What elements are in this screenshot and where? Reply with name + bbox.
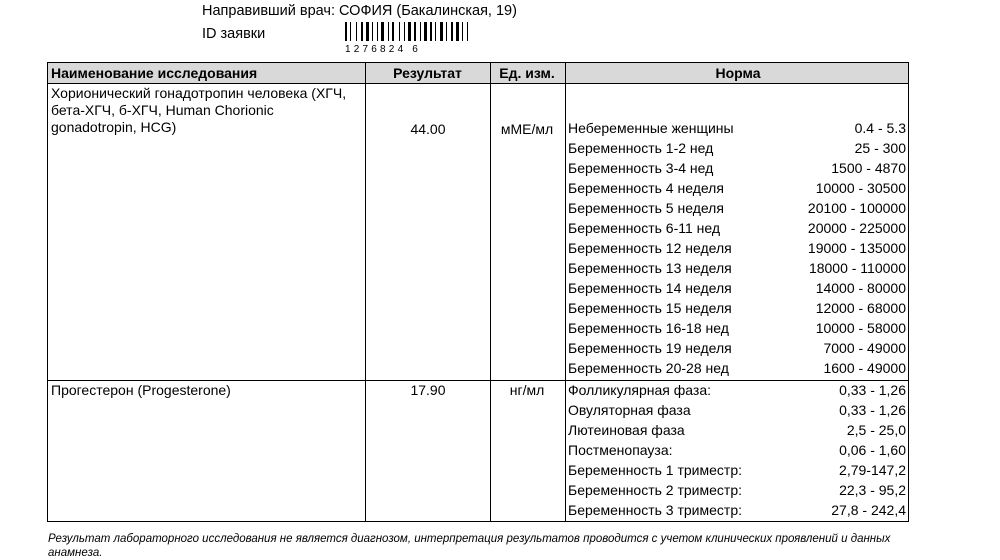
norm-value: 2,5 - 25,0 bbox=[846, 422, 906, 438]
norm-row bbox=[568, 380, 906, 400]
norm-value: 0,33 - 1,26 bbox=[839, 402, 906, 418]
norm-value: 22,3 - 95,2 bbox=[839, 482, 906, 498]
norm-value: 0,33 - 1,26 bbox=[839, 382, 906, 398]
norm-value: 18000 - 110000 bbox=[808, 260, 906, 276]
norm-value: 10000 - 30500 bbox=[815, 180, 906, 196]
norm-label: Беременность 4 неделя bbox=[568, 180, 724, 196]
norm-label: Беременность 1-2 нед bbox=[568, 140, 714, 156]
referring-doctor-line bbox=[202, 3, 517, 19]
norm-row bbox=[568, 278, 906, 298]
barcode-bar bbox=[456, 22, 459, 41]
norm-value: 0.4 - 5.3 bbox=[854, 120, 906, 136]
barcode-bar bbox=[430, 22, 432, 41]
norm-row bbox=[568, 178, 906, 198]
barcode-bar bbox=[356, 22, 357, 41]
norm-row bbox=[568, 338, 906, 358]
norm-row bbox=[568, 218, 906, 238]
norm-label: Беременность 2 триместр: bbox=[568, 482, 742, 498]
norm-row bbox=[568, 480, 906, 500]
column-header-unit: Ед. изм. bbox=[499, 65, 555, 81]
norm-label: Беременность 3 триместр: bbox=[568, 502, 742, 518]
norm-value: 1500 - 4870 bbox=[831, 160, 906, 176]
test-name-progesterone: Прогестерон (Progesterone) bbox=[51, 382, 231, 398]
norm-row bbox=[568, 138, 906, 158]
norm-label: Беременность 12 неделя bbox=[568, 240, 732, 256]
norm-value: 12000 - 68000 bbox=[815, 300, 906, 316]
norm-row bbox=[568, 318, 906, 338]
barcode-bar bbox=[435, 22, 436, 41]
norm-label: Беременность 6-11 нед bbox=[568, 220, 721, 236]
norm-row bbox=[568, 358, 906, 378]
norm-label: Овуляторная фаза bbox=[568, 402, 691, 418]
norm-value: 20000 - 225000 bbox=[807, 220, 906, 236]
norm-label: Беременность 15 неделя bbox=[568, 300, 732, 316]
barcode-bar bbox=[440, 22, 443, 41]
norm-row bbox=[568, 440, 906, 460]
barcode-bar bbox=[467, 22, 468, 41]
norm-label: Беременность 1 триместр: bbox=[568, 462, 742, 478]
norm-row bbox=[568, 500, 906, 520]
barcode-bar bbox=[350, 22, 351, 41]
request-id-line bbox=[202, 26, 265, 42]
norm-row bbox=[568, 400, 906, 420]
barcode-bar bbox=[388, 22, 389, 41]
norm-label: Лютеиновая фаза bbox=[568, 422, 685, 438]
column-divider bbox=[565, 63, 566, 521]
barcode-bar bbox=[399, 22, 400, 41]
norm-value: 20100 - 100000 bbox=[807, 200, 906, 216]
norm-row bbox=[568, 420, 906, 440]
norm-row bbox=[568, 238, 906, 258]
norm-row bbox=[568, 258, 906, 278]
norm-label: Беременность 19 неделя bbox=[568, 340, 732, 356]
request-barcode bbox=[345, 22, 505, 54]
norm-row bbox=[568, 198, 906, 218]
barcode-bar bbox=[404, 22, 405, 41]
norm-value: 19000 - 135000 bbox=[807, 240, 906, 256]
referring-doctor-value: СОФИЯ (Бакалинская, 19) bbox=[339, 3, 517, 19]
norm-label: Беременность 3-4 нед bbox=[568, 160, 714, 176]
barcode-digits: 1276824 6 bbox=[345, 44, 422, 54]
barcode-bar bbox=[462, 22, 463, 41]
norm-label: Фолликулярная фаза: bbox=[568, 382, 712, 398]
column-header-norm: Норма bbox=[715, 65, 761, 81]
barcode-bar bbox=[424, 22, 427, 41]
column-divider bbox=[490, 63, 491, 521]
norm-value: 7000 - 49000 bbox=[823, 340, 906, 356]
norm-row bbox=[568, 118, 906, 138]
norm-value: 27,8 - 242,4 bbox=[831, 502, 906, 518]
norm-value: 2,79-147,2 bbox=[839, 462, 906, 478]
norm-label: Беременность 13 неделя bbox=[568, 260, 732, 276]
barcode-bar bbox=[414, 22, 416, 41]
request-id-label: ID заявки bbox=[202, 26, 266, 42]
barcode-bar bbox=[377, 22, 378, 41]
barcode-bar bbox=[381, 22, 384, 41]
barcode-bar bbox=[392, 22, 394, 41]
referring-doctor-label: Направивший врач: bbox=[202, 3, 335, 19]
test-name-hcg: Хорионический гонадотропин человека (ХГЧ, бета-ХГЧ, б-ХГЧ, Human Chorionic gonadotropin, HCG) bbox=[51, 85, 347, 135]
norm-row bbox=[568, 158, 906, 178]
barcode-bar bbox=[446, 22, 447, 41]
norm-label: Беременность 14 неделя bbox=[568, 280, 732, 296]
norm-label: Беременность 20-28 нед bbox=[568, 360, 729, 376]
column-header-name: Наименование исследования bbox=[51, 65, 258, 81]
barcode-bar bbox=[420, 22, 421, 41]
disclaimer-footnote: Результат лабораторного исследования не является диагнозом, интерпретация результатов проводится с учетом клинических проявлений и данных анамнеза. bbox=[48, 533, 891, 559]
norm-label: Постменопауза: bbox=[568, 442, 673, 458]
test-result-progesterone: 17.90 bbox=[410, 382, 446, 398]
norm-label: Небеременные женщины bbox=[568, 120, 734, 136]
table-header-row bbox=[48, 63, 908, 84]
test-unit-hcg: мМЕ/мл bbox=[500, 121, 554, 137]
barcode-bar bbox=[408, 22, 411, 41]
norm-value: 14000 - 80000 bbox=[815, 280, 906, 296]
norm-value: 1600 - 49000 bbox=[823, 360, 906, 376]
column-header-result: Результат bbox=[393, 65, 462, 81]
barcode-bar bbox=[366, 22, 369, 41]
barcode-bar bbox=[345, 22, 347, 41]
column-divider bbox=[365, 63, 366, 521]
barcode-bar bbox=[372, 22, 373, 41]
barcode-bar bbox=[451, 22, 453, 41]
norm-label: Беременность 5 неделя bbox=[568, 200, 724, 216]
norm-row bbox=[568, 460, 906, 480]
test-unit-progesterone: нг/мл bbox=[509, 382, 545, 398]
norm-value: 25 - 300 bbox=[854, 140, 906, 156]
results-table bbox=[47, 62, 909, 522]
test-result-hcg: 44.00 bbox=[410, 121, 446, 137]
norm-value: 10000 - 58000 bbox=[815, 320, 906, 336]
barcode-bar bbox=[361, 22, 363, 41]
norm-label: Беременность 16-18 нед bbox=[568, 320, 729, 336]
norm-row bbox=[568, 298, 906, 318]
norm-value: 0,06 - 1,60 bbox=[839, 442, 906, 458]
